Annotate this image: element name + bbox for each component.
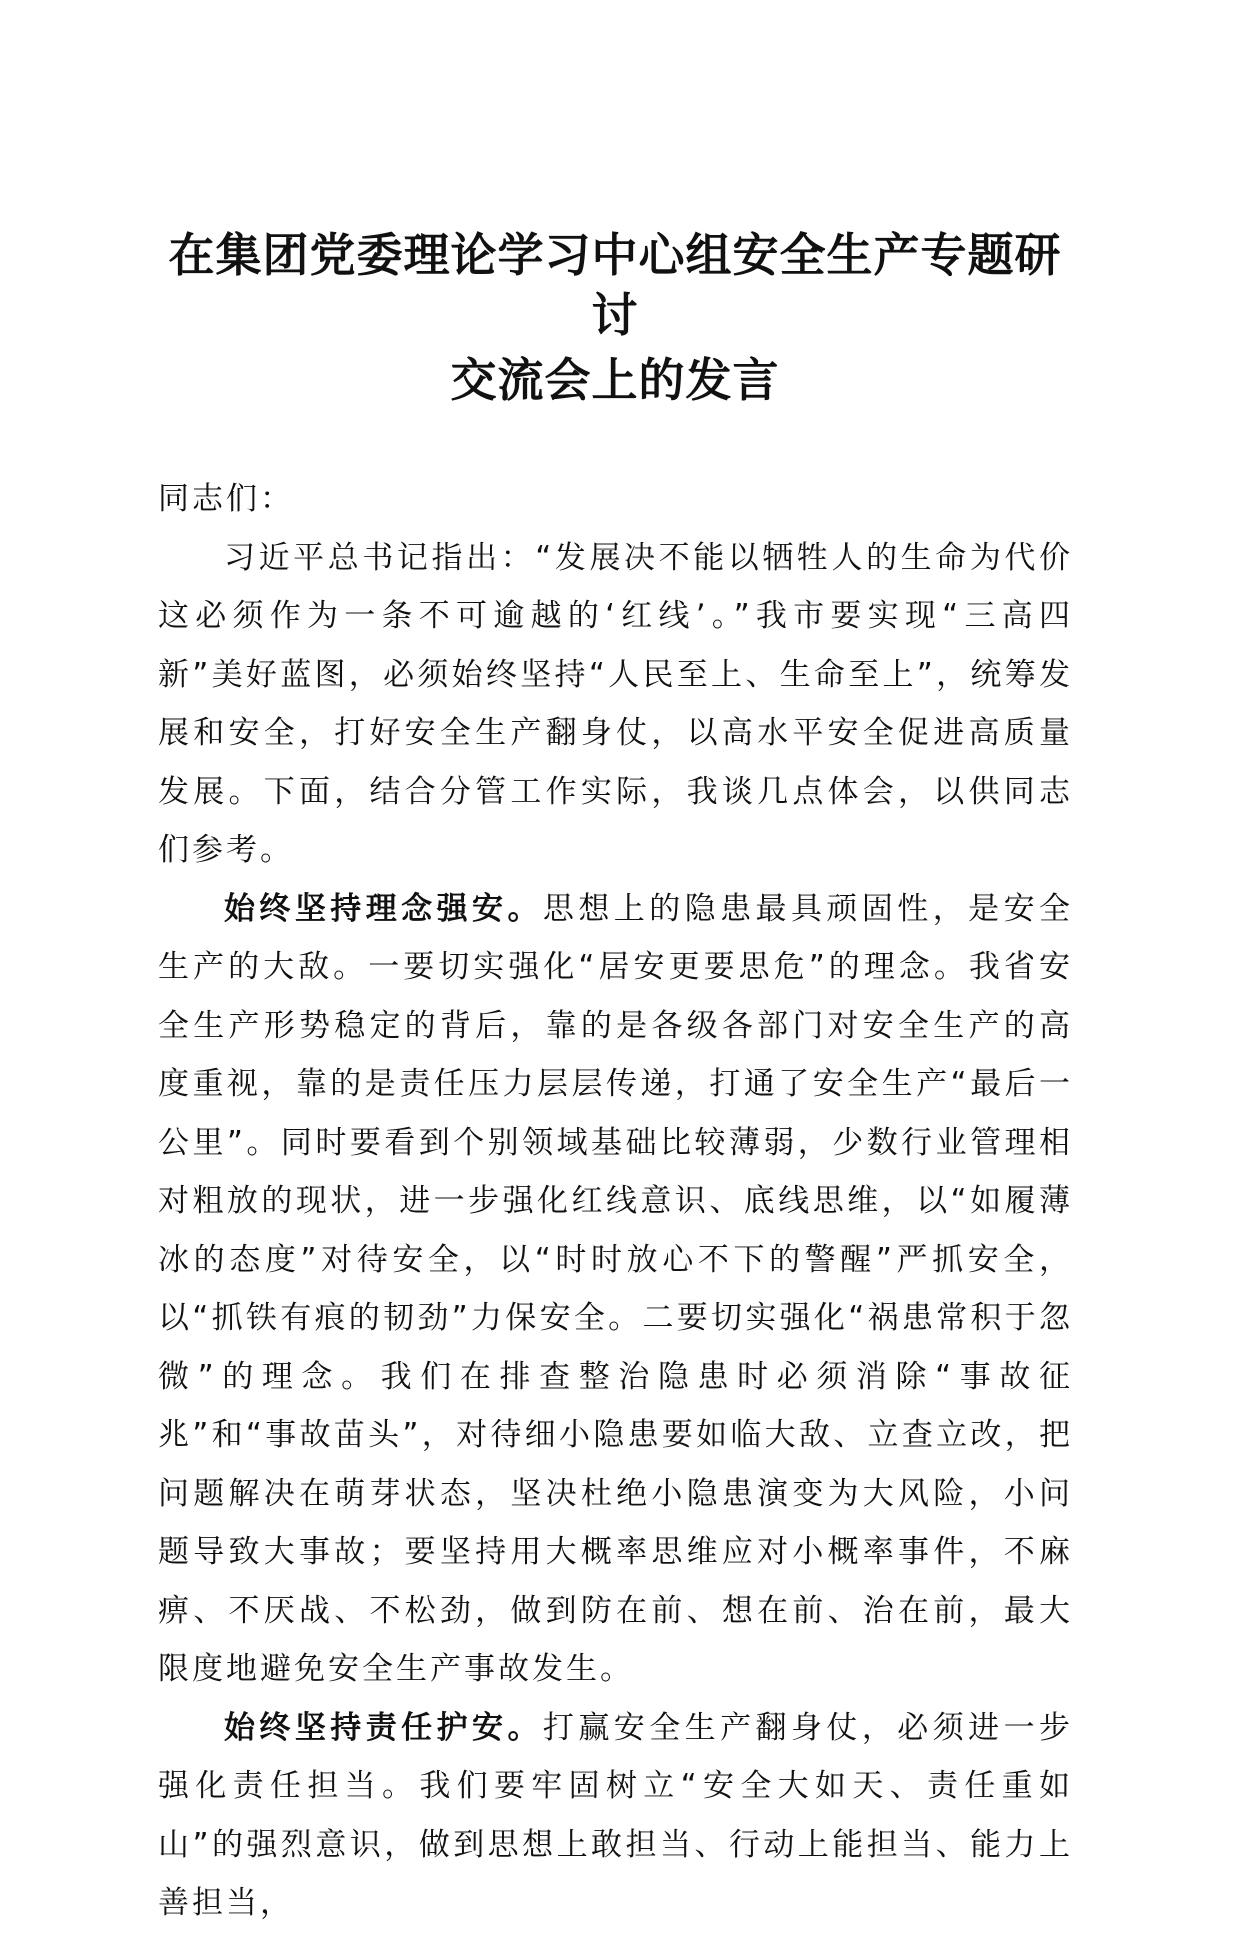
paragraph-text: 习近平总书记指出：“发展决不能以牺牲人的生命为代价这必须作为一条不可逾越的‘红线’。”我市要实现“三高四新”美好蓝图，必须始终坚持“人民至上、生命至上”，统筹发展和安全，打好安全生产翻身仗，以高水平安全促进高质量发展。下面，结合分管工作实际，我谈几点体会，以供同志们参考。 [158, 539, 1073, 868]
paragraph-text: 打赢安全生产翻身仗，必须进一步强化责任担当。我们要牢固树立“安全大如天、责任重如山”的强烈意识，做到思想上敢担当、行动上能担当、能力上善担当， [158, 1709, 1074, 1921]
document-title-line-2: 交流会上的发言 [450, 353, 780, 407]
paragraph-intro [158, 529, 1073, 880]
paragraph-lead: 始终坚持理念强安。 [224, 890, 543, 927]
paragraph-lead: 始终坚持责任护安。 [224, 1709, 543, 1746]
greeting: 同志们： [158, 481, 294, 517]
document-title-line-1: 在集团党委理论学习中心组安全生产专题研讨 [168, 228, 1062, 342]
paragraph-concept [158, 880, 1073, 1699]
paragraph-text: 思想上的隐患最具顽固性，是安全生产的大敌。一要切实强化“居安更要思危”的理念。我省安全生产形势稳定的背后，靠的是各级各部门对安全生产的高度重视，靠的是责任压力层层传递，打通了安全生产“最后一公里”。同时要看到个别领域基础比较薄弱，少数行业管理相对粗放的现状，进一步强化红线意识、底线思维，以“如履薄冰的态度”对待安全，以“时时放心不下的警醒”严抓安全，以“抓铁有痕的韧劲”力保安全。二要切实强化“祸患常积于忽微”的理念。我们在排查整治隐患时必须消除“事故征兆”和“事故苗头”，对待细小隐患要如临大敌、立查立改，把问题解决在萌芽状态，坚决杜绝小隐患演变为大风险，小问题导致大事故；要坚持用大概率思维应对小概率事件，不麻痹、不厌战、不松劲，做到防在前、想在前、治在前，最大限度地避免安全生产事故发生。 [158, 890, 1074, 1687]
document-body [158, 470, 1073, 1933]
paragraph-responsibility [158, 1699, 1073, 1933]
